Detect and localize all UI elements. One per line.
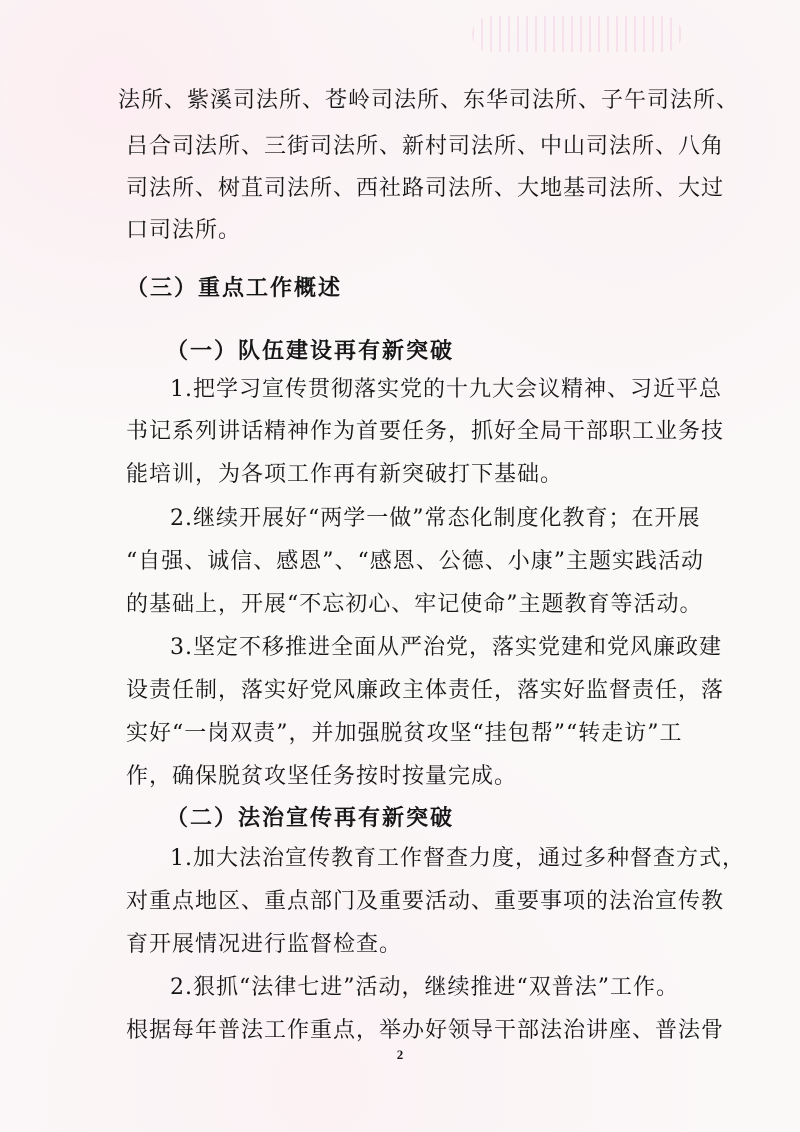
- paragraph-3-line-2: 设责任制，落实好党风廉政主体责任，落实好监督责任，落: [126, 678, 725, 703]
- section-heading-3: （三）重点工作概述: [126, 275, 343, 301]
- text-line-1: 法所、紫溪司法所、苍岭司法所、东华司法所、子午司法所、: [118, 88, 740, 113]
- paragraph-5-line-1: 2.狠抓“法律七进”活动，继续推进“双普法”工作。: [170, 975, 679, 1000]
- text-line-2: 吕合司法所、三街司法所、新村司法所、中山司法所、八角: [126, 134, 725, 159]
- paragraph-1-line-3: 能培训，为各项工作再有新突破打下基础。: [126, 462, 564, 487]
- paragraph-2-line-1: 2.继续开展好“两学一做”常态化制度化教育；在开展: [170, 506, 701, 531]
- paragraph-4-line-3: 育开展情况进行监督检查。: [126, 932, 403, 957]
- paragraph-3-line-4: 作，确保脱贫攻坚任务按时按量完成。: [126, 764, 518, 789]
- paragraph-3-line-3: 实好“一岗双责”，并加强脱贫攻坚“挂包帮”“转走访”工: [126, 721, 683, 746]
- paragraph-4-line-1: 1.加大法治宣传教育工作督查力度，通过多种督查方式，: [170, 846, 745, 871]
- paragraph-1-line-2: 书记系列讲话精神作为首要任务，抓好全局干部职工业务技: [126, 419, 725, 444]
- paragraph-2-line-3: 的基础上，开展“不忘初心、牢记使命”主题教育等活动。: [126, 592, 703, 617]
- paragraph-2-line-2: “自强、诚信、感恩”、“感恩、公德、小康”主题实践活动: [126, 549, 704, 574]
- paragraph-5-line-2: 根据每年普法工作重点，举办好领导干部法治讲座、普法骨: [126, 1018, 725, 1043]
- paragraph-4-line-2: 对重点地区、重点部门及重要活动、重要事项的法治宣传教: [126, 889, 725, 914]
- faint-stamp-mark: [472, 16, 682, 52]
- text-line-3: 司法所、树苴司法所、西社路司法所、大地基司法所、大过: [126, 176, 725, 201]
- paragraph-1-line-1: 1.把学习宣传贯彻落实党的十九大会议精神、习近平总: [170, 377, 722, 402]
- page-number: 2: [396, 1047, 404, 1062]
- text-line-4: 口司法所。: [126, 218, 242, 243]
- subsection-heading-1: （一）队伍建设再有新突破: [166, 338, 455, 364]
- subsection-heading-2: （二）法治宣传再有新突破: [166, 805, 455, 831]
- paragraph-3-line-1: 3.坚定不移推进全面从严治党，落实党建和党风廉政建: [170, 635, 722, 660]
